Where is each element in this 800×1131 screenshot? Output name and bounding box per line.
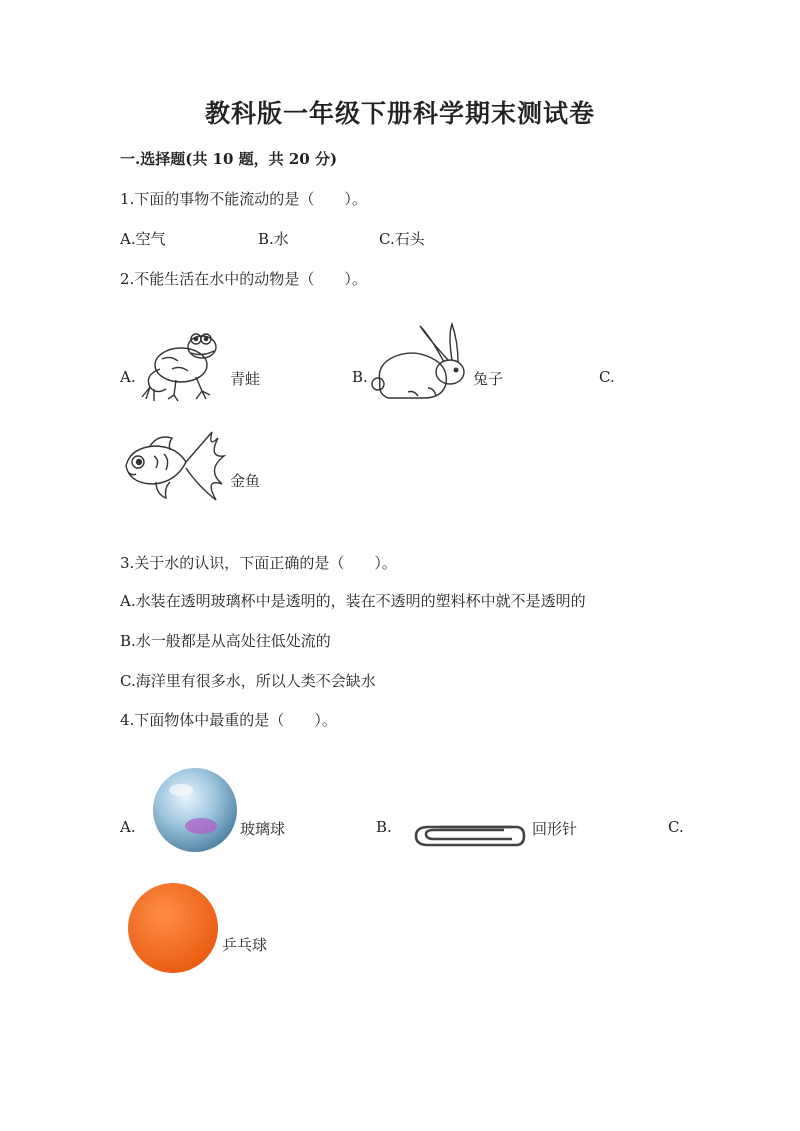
- question-4-option-b-caption: 回形针: [532, 820, 578, 838]
- question-4-option-a-letter[interactable]: A.: [120, 818, 136, 836]
- question-3-option-b[interactable]: B.水一般都是从高处往低处流的: [120, 632, 331, 650]
- rabbit-icon: [368, 322, 470, 404]
- question-2-option-c-caption: 金鱼: [230, 472, 261, 490]
- goldfish-icon: [120, 428, 228, 504]
- question-1-option-b[interactable]: B.水: [258, 230, 289, 248]
- ping-pong-ball-icon: [127, 882, 219, 974]
- question-2-option-c-letter[interactable]: C.: [599, 368, 615, 386]
- question-3-option-a[interactable]: A.水装在透明玻璃杯中是透明的，装在不透明的塑料杯中就不是透明的: [120, 592, 586, 610]
- question-3-stem: 3.关于水的认识，下面正确的是（ ）。: [120, 554, 397, 572]
- question-4-stem: 4.下面物体中最重的是（ ）。: [120, 711, 337, 729]
- question-2-option-b-caption: 兔子: [473, 370, 504, 388]
- question-2-stem: 2.不能生活在水中的动物是（ ）。: [120, 270, 367, 288]
- page-title: 教科版一年级下册科学期末测试卷: [204, 99, 595, 128]
- question-1-option-a[interactable]: A.空气: [120, 230, 166, 248]
- question-3-option-c[interactable]: C.海洋里有很多水，所以人类不会缺水: [120, 672, 376, 690]
- question-1-stem: 1.下面的事物不能流动的是（ ）。: [120, 190, 367, 208]
- section-heading: 一.选择题(共 10 题，共 20 分): [120, 150, 338, 168]
- question-4-option-c-caption: 乒乓球: [222, 936, 268, 954]
- frog-icon: [136, 325, 228, 405]
- paper-clip-icon: [412, 818, 526, 850]
- question-4-option-a-caption: 玻璃球: [240, 820, 286, 838]
- question-2-option-a-letter[interactable]: A.: [120, 368, 136, 386]
- question-2-option-a-caption: 青蛙: [230, 370, 261, 388]
- question-1-option-c[interactable]: C.石头: [379, 230, 425, 248]
- question-4-option-c-letter[interactable]: C.: [668, 818, 684, 836]
- question-4-option-b-letter[interactable]: B.: [376, 818, 392, 836]
- question-2-option-b-letter[interactable]: B.: [352, 368, 368, 386]
- glass-marble-icon: [151, 766, 239, 854]
